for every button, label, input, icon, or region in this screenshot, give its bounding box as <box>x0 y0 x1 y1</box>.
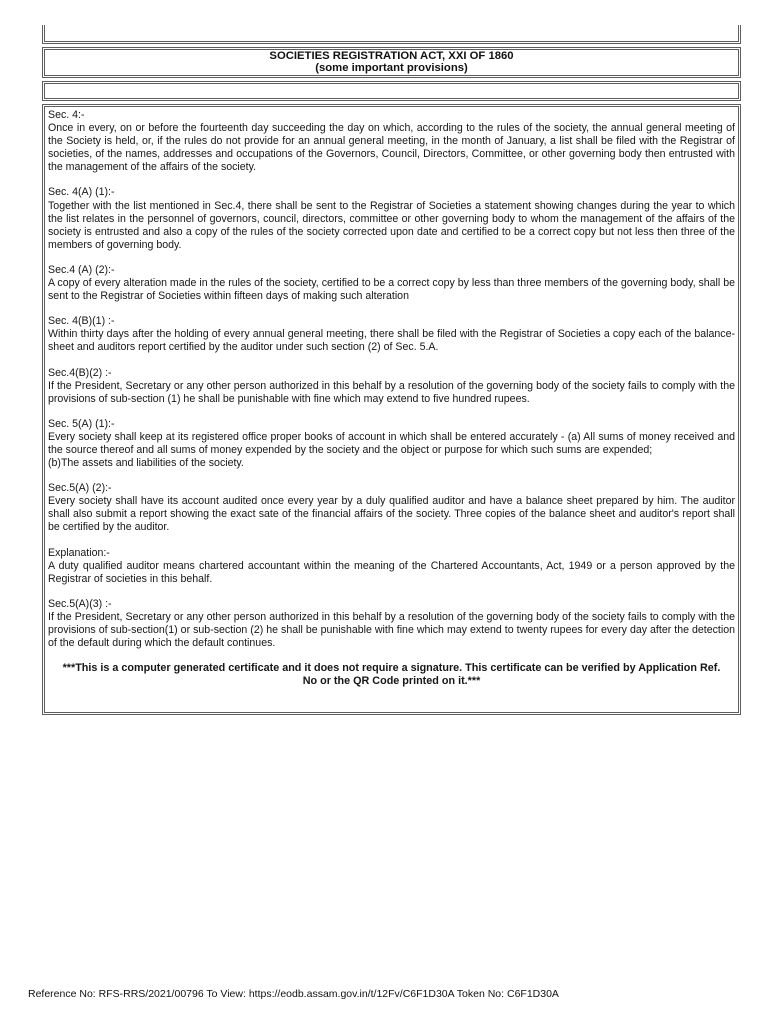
section-body: Within thirty days after the holding of every annual general meeting, there shall be filed with the Registrar of Societies a copy each of the balance-sheet and auditors report certified by the auditor under such section (2) of Sec. 5.A. <box>48 328 735 354</box>
section-sec4 <box>48 109 735 174</box>
section-body: Every society shall have its account audited once every year by a duly qualified auditor and have a balance sheet prepared by him. The auditor shall also submit a report showing the exact sate of the financial affairs of the society. Three copies of the balance sheet and auditor's report shall be certified by the auditor. <box>48 495 735 534</box>
section-sec4b1 <box>48 315 735 354</box>
section-sec5a1 <box>48 418 735 470</box>
section-body: Every society shall keep at its registered office proper books of account in which shall be entered accurately - (a) All sums of money received and the source thereof and all sums of money expended by the society and the object or purpose for which such sums are expended; <box>48 430 735 456</box>
section-heading: Sec.5(A)(3) :- <box>48 597 112 610</box>
section-heading: Sec. 4:- <box>48 109 85 121</box>
section-body-continued: (b)The assets and liabilities of the society. <box>48 457 244 470</box>
section-body: A duty qualified auditor means chartered accountant within the meaning of the Chartered Accountants, Act, 1949 or a person approved by the Registrar of societies in this behalf. <box>48 559 735 585</box>
section-explanation <box>48 547 735 586</box>
section-sec4a2 <box>48 264 735 303</box>
section-heading: Sec. 5(A) (1):- <box>48 417 115 430</box>
section-sec4b2 <box>48 367 735 406</box>
page-subtitle: (some important provisions) <box>315 62 468 75</box>
section-heading: Explanation:- <box>48 546 110 559</box>
section-body: Once in every, on or before the fourteenth day succeeding the day on which, according to the rules of the society, the annual general meeting of the Society is held, or, if the rules do not provide for an annual general meeting, in the month of January, a list shall be filed with the Registrar of societies, of the names, addresses and occupations of the Governors, Council, Directors, Committee, or other governing body then entrusted with the management of the affairs of the society. <box>48 122 735 174</box>
computer-generated-notice: ***This is a computer generated certificate and it does not require a signature. This certificate can be verified by Application Ref. No or the QR Code printed on it.*** <box>62 662 721 688</box>
section-heading: Sec.4 (A) (2):- <box>48 263 115 276</box>
footer-reference-line: Reference No: RFS-RRS/2021/00796 To View: https://eodb.assam.gov.in/t/12Fv/C6F1D30A Token No: C6F1D30A <box>28 988 559 1000</box>
page-title: SOCIETIES REGISTRATION ACT, XXI OF 1860 <box>269 50 514 62</box>
section-heading: Sec. 4(A) (1):- <box>48 186 115 199</box>
top-partial-box <box>42 25 741 44</box>
section-heading: Sec.5(A) (2):- <box>48 482 112 495</box>
section-body: A copy of every alteration made in the rules of the society, certified to be a correct copy by less than three members of the governing body, shall be sent to the Registrar of Societies within fifteen days of making such alteration <box>48 277 735 303</box>
section-sec5a2 <box>48 482 735 534</box>
section-sec5a3 <box>48 598 735 650</box>
provisions-box <box>42 104 741 715</box>
section-body: If the President, Secretary or any other person authorized in this behalf by a resolution of the governing body of the society fails to comply with the provisions of sub-section(1) or sub-section (2) he shall be punishable with fine which may extend to twenty rupees for every day after the detection of the default during which the default continues. <box>48 610 735 650</box>
title-box <box>42 47 741 78</box>
section-body: If the President, Secretary or any other person authorized in this behalf by a resolution of the governing body of the society fails to comply with the provisions of sub-section (1) he shall be punishable with fine which may extend to five hundred rupees. <box>48 379 735 405</box>
section-body: Together with the list mentioned in Sec.4, there shall be sent to the Registrar of Societies a statement showing changes during the year to which the list relates in the personnel of governors, council, directors, committee or other governing body to whom the management of the affairs of the society is entrusted and also a copy of the rules of the society corrected upon date and certified to be a correct copy but not less then three of the members of governing body. <box>48 199 735 251</box>
section-heading: Sec. 4(B)(1) :- <box>48 315 115 328</box>
spacer-box <box>42 81 741 101</box>
section-sec4a1 <box>48 186 735 251</box>
section-heading: Sec.4(B)(2) :- <box>48 366 112 379</box>
